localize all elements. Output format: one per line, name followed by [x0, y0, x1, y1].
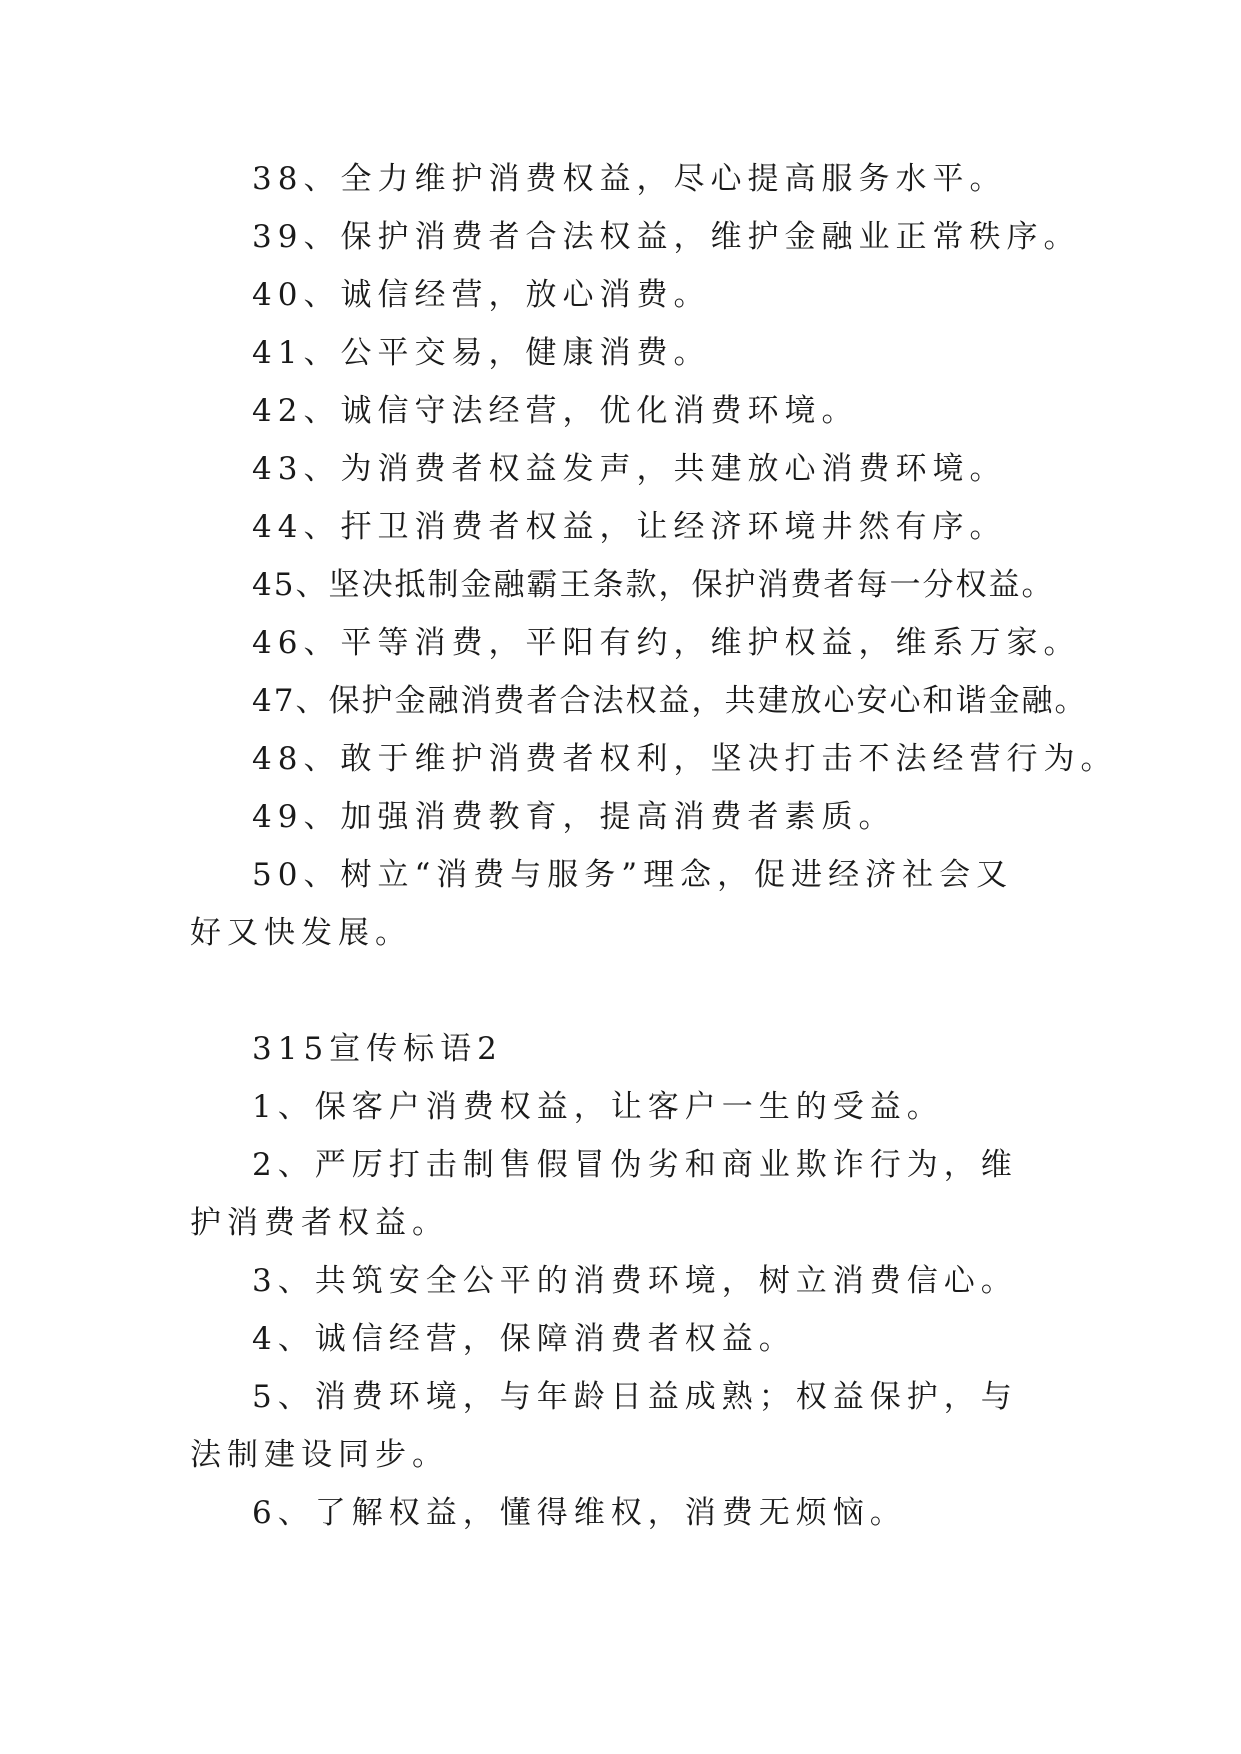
- section-title: 315宣传标语2: [252, 1031, 503, 1067]
- slogan-2: 2、严厉打击制售假冒伪劣和商业欺诈行为，维护消费者权益。: [190, 1147, 1018, 1241]
- slogan-4: 4、诚信经营，保障消费者权益。: [252, 1321, 796, 1357]
- slogan-44: 44、扞卫消费者权益，让经济环境井然有序。: [252, 509, 1007, 545]
- slogan-41: 41、公平交易，健康消费。: [252, 335, 711, 371]
- section-gap: [190, 962, 1050, 1020]
- slogan-49: 49、加强消费教育，提高消费者素质。: [252, 799, 896, 835]
- slogan-3: 3、共筑安全公平的消费环境，树立消费信心。: [252, 1263, 1018, 1299]
- slogan-50: 50、树立“消费与服务”理念，促进经济社会又好又快发展。: [190, 857, 1014, 951]
- slogan-48: 48、敢于维护消费者权利，坚决打击不法经营行为。: [252, 741, 1118, 777]
- slogan-42: 42、诚信守法经营，优化消费环境。: [252, 393, 859, 429]
- slogan-39: 39、保护消费者合法权益，维护金融业正常秩序。: [252, 219, 1081, 255]
- document-body: [190, 150, 1118, 1542]
- slogan-5: 5、消费环境，与年龄日益成熟；权益保护，与法制建设同步。: [190, 1379, 1018, 1473]
- slogan-45: 45、坚决抵制金融霸王条款，保护消费者每一分权益。: [252, 567, 1055, 603]
- slogan-40: 40、诚信经营，放心消费。: [252, 277, 711, 313]
- slogan-1: 1、保客户消费权益，让客户一生的受益。: [252, 1089, 944, 1125]
- slogan-6: 6、了解权益，懂得维权，消费无烦恼。: [252, 1495, 907, 1531]
- slogan-43: 43、为消费者权益发声，共建放心消费环境。: [252, 451, 1007, 487]
- slogan-38: 38、全力维护消费权益，尽心提高服务水平。: [252, 161, 1007, 197]
- slogan-47: 47、保护金融消费者合法权益，共建放心安心和谐金融。: [252, 683, 1088, 719]
- slogan-46: 46、平等消费，平阳有约，维护权益，维系万家。: [252, 625, 1081, 661]
